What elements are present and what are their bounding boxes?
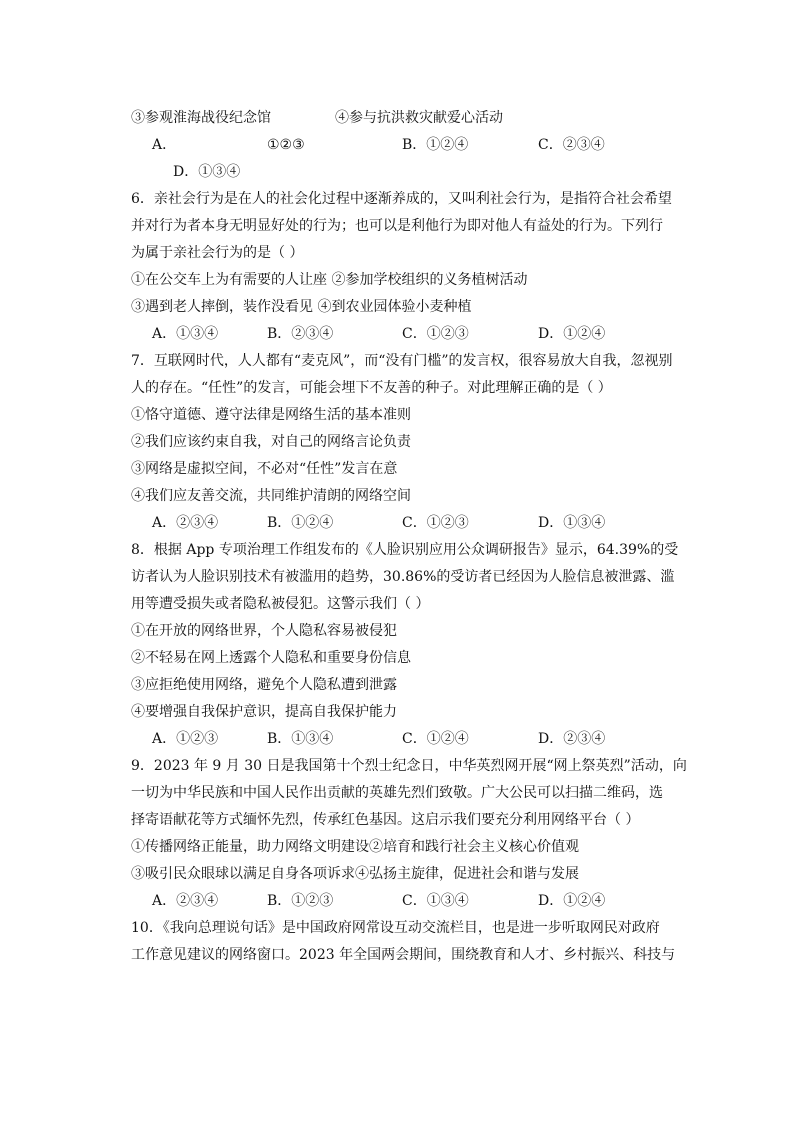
q5-option-b: B．①②④ — [402, 137, 469, 153]
q6-option-c: C．①②③ — [402, 326, 469, 342]
q9-stem-line-3: 择寄语献花等方式缅怀先烈，传承红色基因。这启示我们要充分利用网络平台（ ） — [131, 812, 640, 828]
q8-stem-line-3: 用等遭受损失或者隐私被侵犯。这警示我们（ ） — [131, 596, 430, 612]
q8-option-b: B．①③④ — [267, 731, 334, 747]
q8-stem-line-1: 8．根据 App 专项治理工作组发布的《人脸识别应用公众调研报告》显示，64.39%的受 — [131, 542, 679, 558]
q6-options — [152, 324, 672, 346]
q6-stem-line-2: 并对行为者本身无明显好处的行为；也可以是利他行为即对他人有益处的行为。下列行 — [131, 218, 663, 234]
q8-item-1: ①在开放的网络世界，个人隐私容易被侵犯 — [131, 623, 397, 639]
q5-option-d: D．①③④ — [173, 164, 241, 180]
q5-option-c: C．②③④ — [538, 137, 605, 153]
q7-option-d: D．①③④ — [538, 515, 606, 531]
q6-items-line-2: ③遇到老人摔倒，装作没看见 ④到农业园体验小麦种植 — [131, 299, 472, 315]
q9-stem-line-1: 9．2023 年 9 月 30 日是我国第十个烈士纪念日，中华英烈网开展“网上祭英烈”活动，向 — [131, 758, 687, 774]
q7-options — [152, 513, 672, 535]
q7-option-b: B．①②④ — [267, 515, 334, 531]
q8-item-2: ②不轻易在网上透露个人隐私和重要身份信息 — [131, 650, 411, 666]
q7-stem-line-1: 7．互联网时代，人人都有“麦克风”，而“没有门槛”的发言权，很容易放大自我，忽视别 — [131, 353, 673, 369]
q8-item-3: ③应拒绝使用网络，避免个人隐私遭到泄露 — [131, 677, 397, 693]
q9-option-c: C．①③④ — [402, 893, 469, 909]
q5-options — [152, 135, 672, 157]
q8-option-a: A．①②③ — [152, 731, 219, 747]
q6-stem-line-3: 为属于亲社会行为的是（ ） — [131, 245, 304, 261]
q6-option-b: B．②③④ — [267, 326, 334, 342]
q7-item-3: ③网络是虚拟空间，不必对“任性”发言在意 — [131, 461, 398, 477]
q7-item-4: ④我们应友善交流，共同维护清朗的网络空间 — [131, 488, 411, 504]
q7-option-c: C．①②③ — [402, 515, 469, 531]
q8-item-4: ④要增强自我保护意识，提高自我保护能力 — [131, 704, 397, 720]
q5-option-a-value: ①②③ — [267, 137, 305, 153]
q8-option-d: D．②③④ — [538, 731, 606, 747]
q7-option-a: A．②③④ — [152, 515, 219, 531]
q6-option-a: A．①③④ — [152, 326, 219, 342]
q5-item-4: ④参与抗洪救灾献爱心活动 — [335, 110, 503, 126]
q8-options — [152, 729, 672, 751]
q7-stem-line-2: 人的存在。“任性”的发言，可能会埋下不友善的种子。对此理解正确的是（ ） — [131, 380, 612, 396]
q5-item-3: ③参观淮海战役纪念馆 — [131, 110, 271, 126]
q6-items-line-1: ①在公交车上为有需要的人让座 ②参加学校组织的义务植树活动 — [131, 272, 528, 288]
q6-option-d: D．①②④ — [538, 326, 606, 342]
q9-options — [152, 891, 672, 913]
q10-stem-line-2: 工作意见建议的网络窗口。2023 年全国两会期间，围绕教育和人才、乡村振兴、科技与 — [131, 947, 676, 963]
q8-option-c: C．①②④ — [402, 731, 469, 747]
q9-option-d: D．①②④ — [538, 893, 606, 909]
q9-items-line-1: ①传播网络正能量，助力网络文明建设②培育和践行社会主义核心价值观 — [131, 839, 579, 855]
q5-items-row — [131, 108, 671, 130]
q10-stem-line-1: 10．《我向总理说句话》是中国政府网常设互动交流栏目，也是进一步听取网民对政府 — [131, 920, 660, 936]
q5-option-d-row — [173, 162, 693, 184]
q7-item-1: ①恪守道德、遵守法律是网络生活的基本准则 — [131, 407, 411, 423]
q5-option-a-label: A． — [152, 137, 177, 153]
q9-items-line-2: ③吸引民众眼球以满足自身各项诉求④弘扬主旋律，促进社会和谐与发展 — [131, 866, 579, 882]
q9-option-a: A．②③④ — [152, 893, 219, 909]
q8-stem-line-2: 访者认为人脸识别技术有被滥用的趋势，30.86%的受访者已经因为人脸信息被泄露、滥 — [131, 569, 675, 585]
q6-stem-line-1: 6．亲社会行为是在人的社会化过程中逐渐养成的，又叫利社会行为，是指符合社会希望 — [131, 191, 672, 207]
q7-item-2: ②我们应该约束自我，对自己的网络言论负责 — [131, 434, 411, 450]
q9-stem-line-2: 一切为中华民族和中国人民作出贡献的英雄先烈们致敬。广大公民可以扫描二维码，选 — [131, 785, 663, 801]
q9-option-b: B．①②③ — [267, 893, 334, 909]
